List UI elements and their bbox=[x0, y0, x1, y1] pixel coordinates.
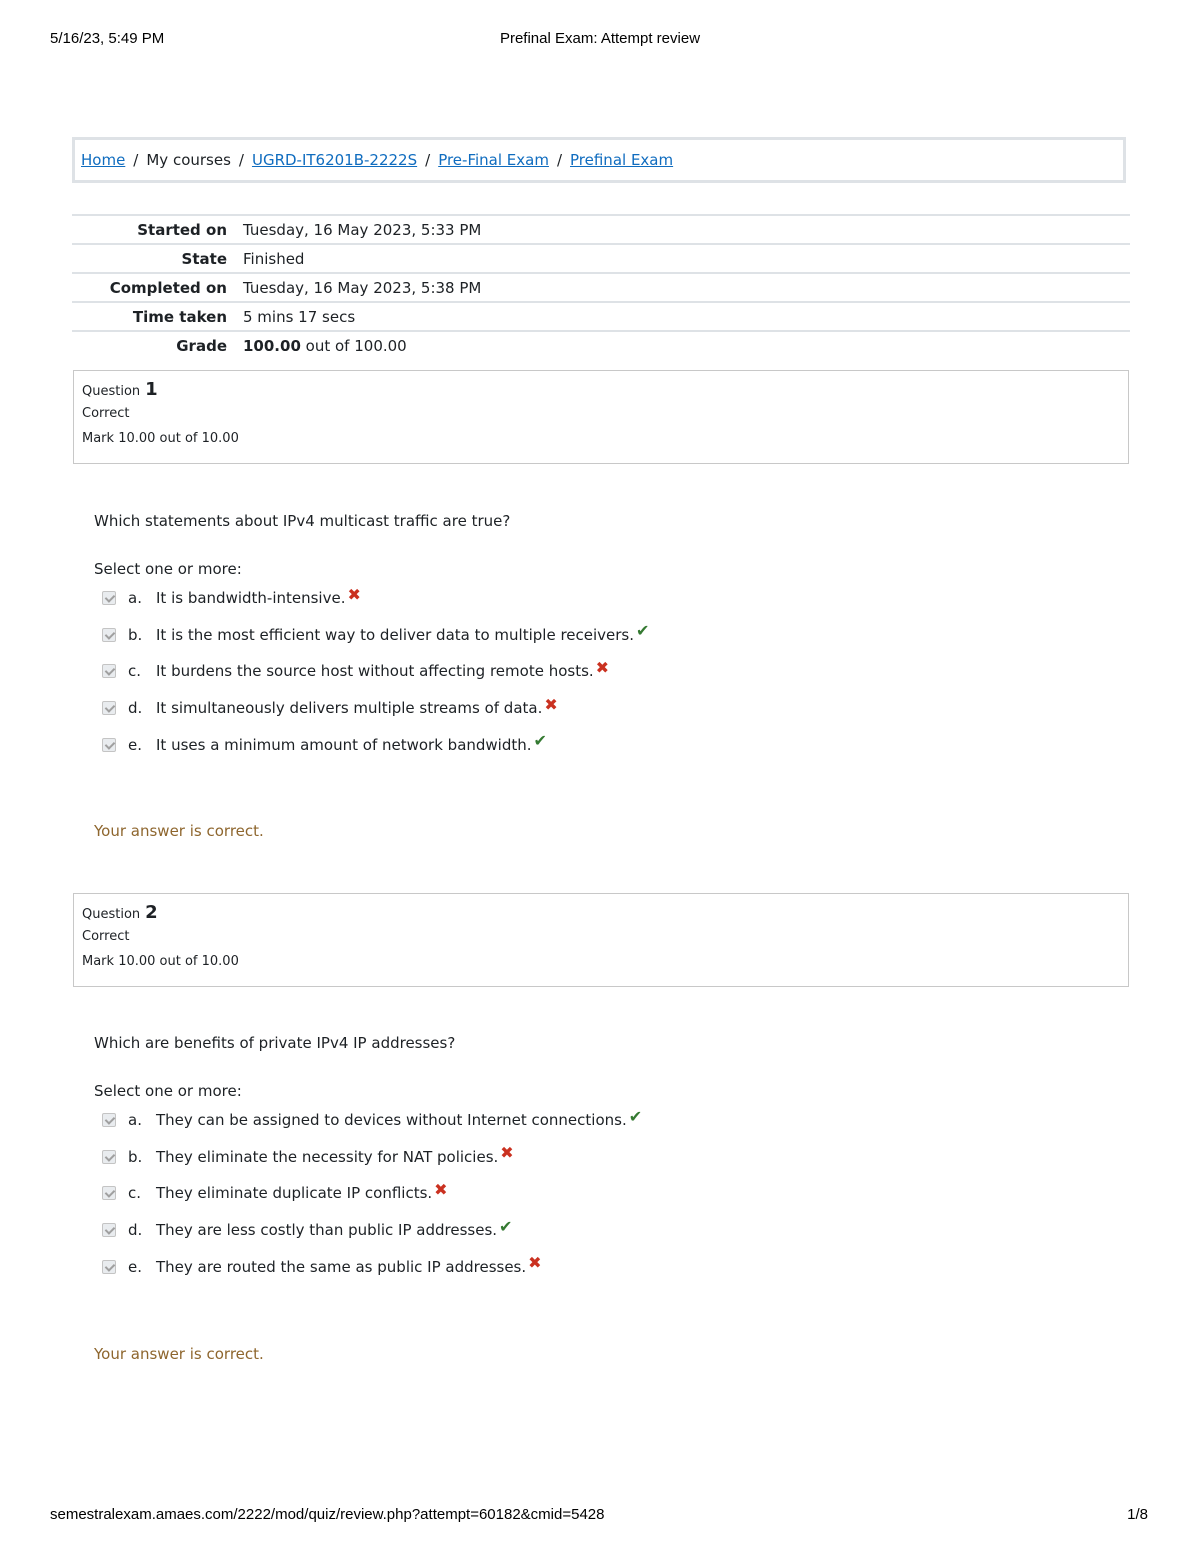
summary-row-state bbox=[72, 244, 1130, 273]
question-grade: Mark 10.00 out of 10.00 bbox=[82, 431, 239, 446]
grade-out-of: out of 100.00 bbox=[305, 336, 407, 355]
checkbox-checked-disabled bbox=[102, 1223, 116, 1237]
correct-check-icon: ✔ bbox=[533, 731, 547, 751]
answer-text: They are routed the same as public IP addresses. bbox=[156, 1257, 527, 1276]
summary-row-completed bbox=[72, 273, 1130, 302]
summary-row-time-taken bbox=[72, 302, 1130, 331]
summary-value: Tuesday, 16 May 2023, 5:38 PM bbox=[243, 278, 482, 297]
print-page-number: 1/8 bbox=[1127, 1506, 1148, 1523]
summary-row-grade bbox=[72, 331, 1130, 359]
checkbox-checked-disabled bbox=[102, 1150, 116, 1164]
print-datetime: 5/16/23, 5:49 PM bbox=[50, 30, 165, 47]
answer-option bbox=[102, 1248, 1094, 1285]
checkbox-checked-disabled bbox=[102, 738, 116, 752]
breadcrumb-separator: / bbox=[238, 151, 244, 169]
breadcrumb-home-link[interactable]: Home bbox=[81, 151, 126, 169]
summary-value: Finished bbox=[243, 249, 305, 268]
summary-label: State bbox=[181, 249, 227, 268]
breadcrumb bbox=[72, 137, 1126, 183]
answer-text: They are less costly than public IP addresses. bbox=[156, 1221, 498, 1240]
checkbox-checked-disabled bbox=[102, 1260, 116, 1274]
breadcrumb-separator: / bbox=[556, 151, 563, 169]
checkbox-checked-disabled bbox=[102, 1113, 116, 1127]
answer-feedback: Your answer is correct. bbox=[94, 1345, 264, 1363]
answer-letter: c. bbox=[128, 1184, 142, 1203]
question-number-value: 2 bbox=[145, 902, 158, 923]
answer-option bbox=[102, 726, 1094, 763]
answer-option bbox=[102, 580, 1094, 617]
correct-check-icon: ✔ bbox=[628, 1106, 643, 1126]
answer-text: It is bandwidth-intensive. bbox=[156, 589, 346, 608]
answer-text: It simultaneously delivers multiple streams of data. bbox=[156, 699, 543, 718]
answer-text: It burdens the source host without affecting remote hosts. bbox=[156, 662, 594, 681]
answer-prompt: Select one or more: bbox=[94, 560, 242, 578]
summary-label: Grade bbox=[176, 336, 227, 355]
question-info-box bbox=[73, 893, 1129, 987]
answer-letter: e. bbox=[128, 1257, 142, 1276]
summary-value bbox=[243, 331, 1130, 359]
incorrect-icon: ✖ bbox=[500, 1143, 514, 1163]
answer-text: They eliminate the necessity for NAT policies. bbox=[156, 1147, 499, 1166]
correct-check-icon: ✔ bbox=[499, 1216, 513, 1236]
breadcrumb-separator: / bbox=[425, 151, 431, 169]
answer-letter: c. bbox=[128, 662, 142, 681]
checkbox-checked-disabled bbox=[102, 628, 116, 642]
answer-option bbox=[102, 1175, 1094, 1212]
summary-value: 5 mins 17 secs bbox=[243, 307, 356, 326]
summary-label: Started on bbox=[137, 220, 227, 239]
answer-text: It uses a minimum amount of network bandwidth. bbox=[156, 735, 532, 754]
question-text: Which are benefits of private IPv4 IP addresses? bbox=[94, 1034, 456, 1052]
answer-letter: a. bbox=[128, 589, 142, 608]
answer-letter: d. bbox=[128, 699, 143, 718]
question-label: Question bbox=[82, 907, 141, 922]
print-url: semestralexam.amaes.com/2222/mod/quiz/review.php?attempt=60182&cmid=5428 bbox=[50, 1506, 605, 1523]
print-footer bbox=[50, 1506, 1150, 1526]
checkbox-checked-disabled bbox=[102, 664, 116, 678]
question-number bbox=[82, 379, 1128, 400]
breadcrumb-section-link[interactable]: Pre-Final Exam bbox=[438, 151, 549, 169]
summary-value: Tuesday, 16 May 2023, 5:33 PM bbox=[243, 220, 482, 239]
question-grade: Mark 10.00 out of 10.00 bbox=[82, 954, 239, 969]
checkbox-checked-disabled bbox=[102, 701, 116, 715]
checkbox-checked-disabled bbox=[102, 591, 116, 605]
breadcrumb-course-link[interactable]: UGRD-IT6201B-2222S bbox=[251, 151, 418, 169]
answer-text: They can be assigned to devices without Internet connections. bbox=[156, 1111, 627, 1130]
question-text: Which statements about IPv4 multicast traffic are true? bbox=[94, 512, 511, 530]
answer-option bbox=[102, 1212, 1094, 1249]
answer-letter: e. bbox=[128, 735, 142, 754]
print-header bbox=[50, 30, 1150, 50]
answer-option bbox=[102, 690, 1094, 727]
answer-option bbox=[102, 653, 1094, 690]
answer-feedback: Your answer is correct. bbox=[94, 822, 264, 840]
question-info-box bbox=[73, 370, 1129, 464]
answer-letter: b. bbox=[128, 625, 143, 644]
print-page-title: Prefinal Exam: Attempt review bbox=[499, 30, 701, 47]
grade-value: 100.00 bbox=[243, 336, 301, 355]
answer-text: They eliminate duplicate IP conflicts. bbox=[156, 1184, 433, 1203]
question-content bbox=[94, 1034, 1094, 1285]
breadcrumb-quiz-link[interactable]: Prefinal Exam bbox=[570, 151, 674, 169]
question-number bbox=[82, 902, 1128, 923]
incorrect-icon: ✖ bbox=[544, 694, 558, 714]
answer-option bbox=[102, 1139, 1094, 1176]
correct-check-icon: ✔ bbox=[636, 621, 650, 641]
question-content bbox=[94, 512, 1094, 763]
question-number-value: 1 bbox=[145, 379, 158, 400]
incorrect-icon: ✖ bbox=[528, 1253, 542, 1273]
question-label: Question bbox=[82, 384, 141, 399]
incorrect-icon: ✖ bbox=[595, 657, 610, 677]
question-state: Correct bbox=[82, 929, 130, 944]
incorrect-icon: ✖ bbox=[347, 584, 361, 604]
breadcrumb-my-courses: My courses bbox=[146, 151, 231, 169]
summary-row-started bbox=[72, 215, 1130, 244]
checkbox-checked-disabled bbox=[102, 1186, 116, 1200]
summary-label: Time taken bbox=[132, 307, 227, 326]
answer-option bbox=[102, 617, 1094, 654]
answer-letter: b. bbox=[128, 1147, 143, 1166]
attempt-summary-table bbox=[72, 214, 1130, 359]
answer-letter: a. bbox=[128, 1111, 142, 1130]
summary-label: Completed on bbox=[109, 278, 227, 297]
answer-prompt: Select one or more: bbox=[94, 1082, 242, 1100]
question-state: Correct bbox=[82, 406, 130, 421]
answer-letter: d. bbox=[128, 1221, 143, 1240]
breadcrumb-separator: / bbox=[133, 151, 139, 169]
answer-option bbox=[102, 1102, 1094, 1139]
answer-text: It is the most efficient way to deliver data to multiple receivers. bbox=[156, 625, 635, 644]
incorrect-icon: ✖ bbox=[434, 1179, 448, 1199]
